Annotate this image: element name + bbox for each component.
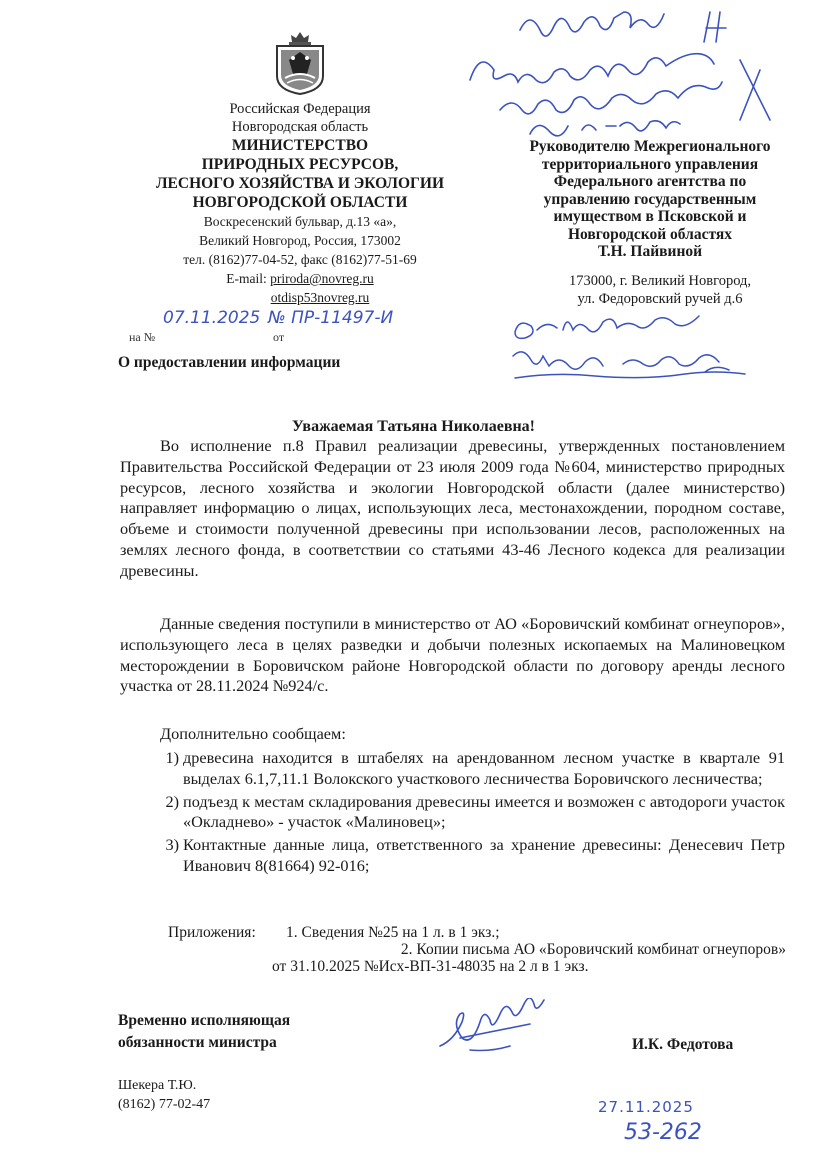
body-paragraph-1: Во исполнение п.8 Правил реализации древесины, утвержденных постановлением Правительства Российской Федерации от 23 июля 2009 года №604, министерство природных ресурсов, лесного хозяйства и экологии Новгородской области (далее министерство) направляет информацию о лицах, использующих леса, местонахождении, породном составе, объеме и стоимости полученной древесины при использовании лесов, расположенных на землях лесного фонда, в соответствии со статьями 43-46 Лесного кодекса для реализации древесины.	[120, 436, 785, 580]
list-item-text: древесина находится в штабелях на арендованном лесном участке в квартале 91 выделах 6.1,7,11.1 Волокского участкового лесничества Боровичского лесничества;	[183, 748, 785, 788]
reply-to-label: на №	[129, 330, 156, 344]
handwritten-resolution-top	[460, 0, 800, 140]
ministry-name-line2: ПРИРОДНЫХ РЕСУРСОВ,	[201, 156, 399, 173]
handwritten-resolution-bottom	[505, 312, 775, 392]
ministry-phone: тел. (8162)77-04-52, факс (8162)77-51-69	[183, 252, 417, 267]
attachments-label: Приложения:	[168, 924, 256, 941]
letterhead-country: Российская Федерация	[229, 101, 371, 117]
addressee-line6: Новгородской областях	[567, 225, 733, 243]
executor-info	[118, 1076, 210, 1114]
addressee-block	[500, 138, 800, 261]
list-item-text: Контактные данные лица, ответственного за хранение древесины: Денесевич Петр Иванович 8(81664) 92-016;	[183, 835, 785, 875]
ministry-address-line1: Воскресенский бульвар, д.13 «а»,	[203, 214, 397, 229]
attachment-item-2-continued: от 31.10.2025 №Исх-ВП-31-48035 на 2 л в 1 экз.	[272, 958, 589, 975]
signatory-name: И.К. Федотова	[632, 1036, 734, 1053]
signatory-position	[118, 1010, 290, 1054]
addressee-line4: управлению государственным	[543, 190, 757, 208]
list-item-number: 2)	[165, 791, 179, 811]
outgoing-date: 07.11.2025	[163, 308, 261, 328]
ministry-email-row	[118, 269, 482, 288]
ministry-email-row-2	[118, 288, 482, 307]
addressee-line3: Федерального агентства по	[553, 173, 747, 190]
body-paragraph-3: Дополнительно сообщаем:	[160, 724, 346, 743]
list-item	[120, 792, 785, 834]
letter-subject: О предоставлении информации	[118, 354, 341, 371]
signatory-position-line2: обязанности министра	[118, 1034, 277, 1051]
postal-line2: ул. Федоровский ручей д.6	[577, 291, 743, 307]
list-item-number: 1)	[165, 748, 179, 767]
letterhead	[118, 100, 482, 307]
executor-name: Шекера Т.Ю.	[118, 1078, 197, 1093]
date-from-label: от	[273, 330, 285, 344]
addressee-postal	[520, 272, 800, 308]
executor-phone: (8162) 77-02-47	[118, 1097, 211, 1112]
list-item	[120, 748, 785, 790]
attachment-item-1: 1. Сведения №25 на 1 л. в 1 экз.;	[286, 924, 500, 941]
ministry-address-line2: Великий Новгород, Россия, 173002	[199, 233, 401, 248]
list-item-text: подъезд к местам складирования древесины имеется и возможен с автодороги участок «Окладнево» - участок «Малиновец»;	[183, 791, 785, 832]
email-label: E-mail:	[226, 271, 271, 286]
signatory-position-line1: Временно исполняющая	[118, 1012, 291, 1029]
ministry-name-line4: НОВГОРОДСКОЙ ОБЛАСТИ	[192, 194, 408, 211]
postal-line1: 173000, г. Великий Новгород,	[568, 273, 752, 289]
list-item	[120, 835, 785, 877]
addressee-line2: территориального управления	[541, 155, 759, 173]
email-link-secondary[interactable]: otdisp53novreg.ru	[270, 290, 370, 305]
letterhead-region: Новгородская область	[231, 119, 369, 135]
info-list	[120, 748, 785, 879]
list-item-number: 3)	[165, 835, 179, 855]
greeting: Уважаемая Татьяна Николаевна!	[292, 418, 535, 435]
ministry-name-line3: ЛЕСНОГО ХОЗЯЙСТВА И ЭКОЛОГИИ	[155, 175, 445, 192]
incoming-number-handwritten: 53-262	[624, 1120, 702, 1145]
body-paragraph-2: Данные сведения поступили в министерство от АО «Боровичский комбинат огнеупоров», использующего леса в целях разведки и добычи полезных ископаемых на Малиновецком месторождении в Боровичском районе Новгородской области по договору аренды лесного участка от 28.11.2024 №924/с.	[120, 614, 785, 696]
handwritten-signature	[430, 998, 550, 1058]
received-date-stamp: 27.11.2025	[598, 1098, 694, 1116]
coat-of-arms-emblem	[271, 30, 329, 96]
addressee-line5: имуществом в Псковской и	[553, 208, 747, 225]
addressee-line1: Руководителю Межрегионального	[529, 138, 771, 155]
ministry-name-line1: МИНИСТЕРСТВО	[231, 137, 369, 154]
attachment-item-2: 2. Копии письма АО «Боровичский комбинат огнеупоров»	[400, 941, 786, 958]
email-link-primary[interactable]: priroda@novreg.ru	[270, 271, 374, 286]
outgoing-number: № ПР-11497-И	[268, 308, 394, 328]
addressee-name: Т.Н. Пайвиной	[597, 243, 703, 260]
